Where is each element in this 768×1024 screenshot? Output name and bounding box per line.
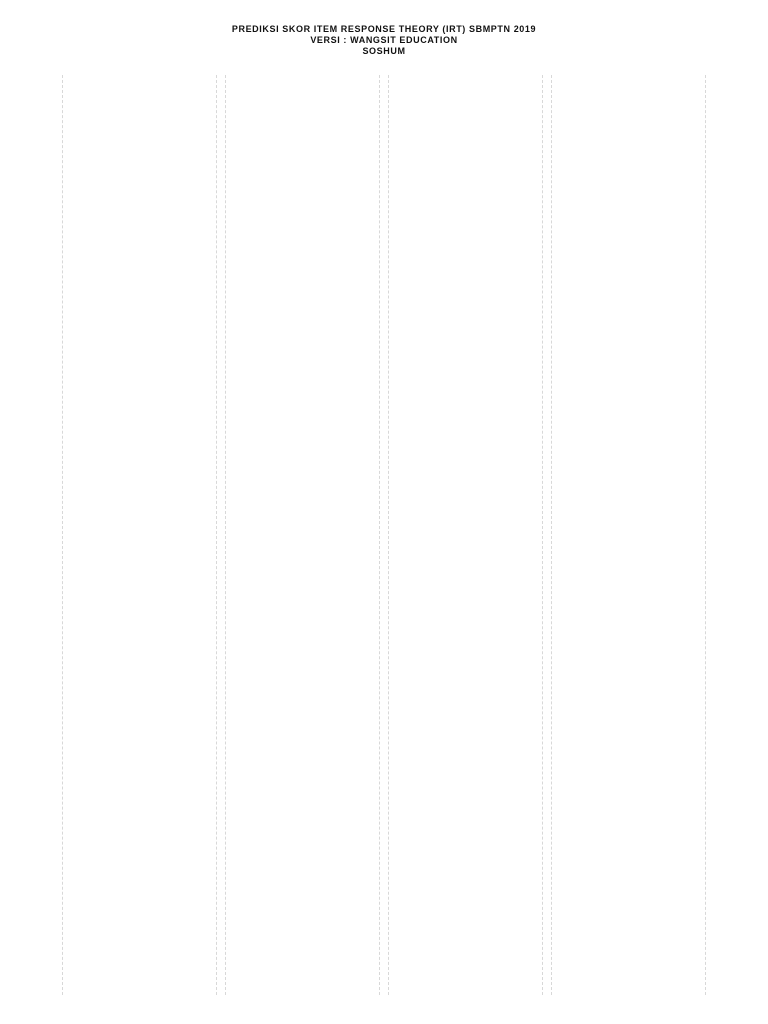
page-title: PREDIKSI SKOR ITEM RESPONSE THEORY (IRT) SBMPTN 2019	[231, 24, 537, 34]
table-columns	[62, 75, 706, 995]
table-column-4	[551, 75, 706, 995]
title-block	[62, 24, 706, 57]
table-column-2	[225, 75, 380, 995]
table-column-3	[388, 75, 543, 995]
page-subtitle-category: SOSHUM	[362, 46, 406, 56]
table-column-1	[62, 75, 217, 995]
page-subtitle-version: VERSI : WANGSIT EDUCATION	[310, 35, 458, 45]
